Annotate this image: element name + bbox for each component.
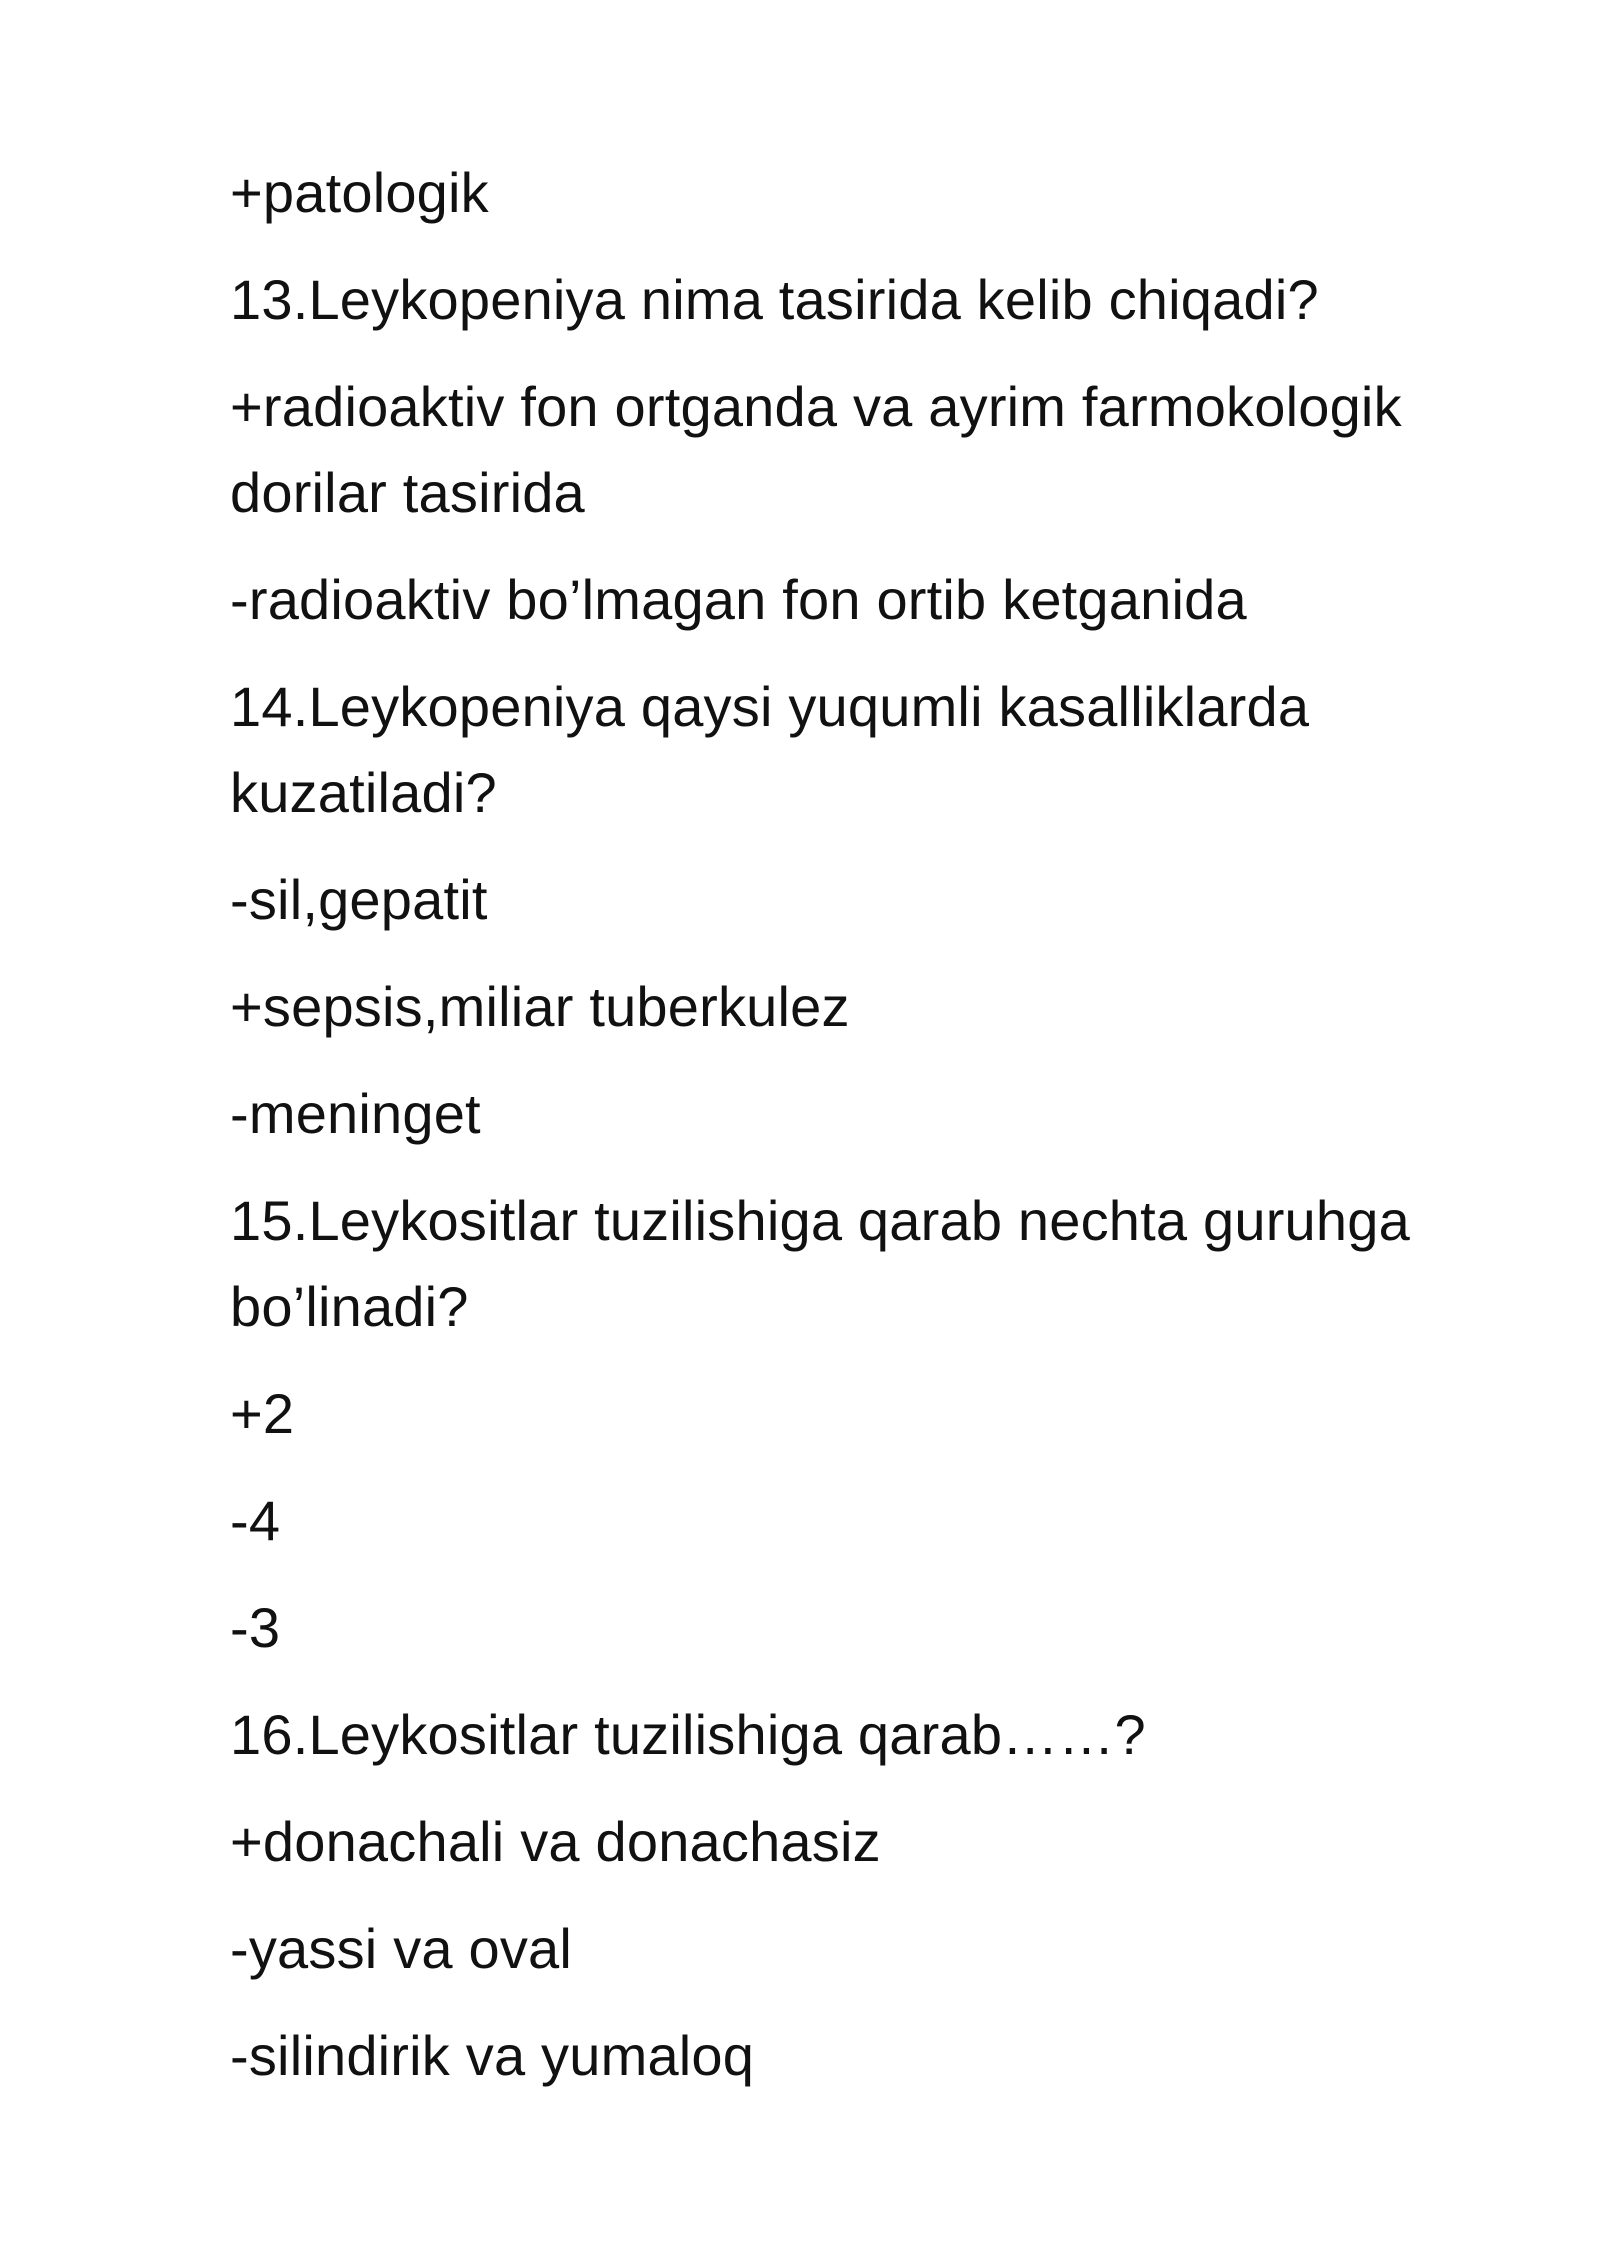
question-16: 16.Leykositlar tuzilishiga qarab……?: [230, 1703, 1146, 1766]
answer-option: -meninget: [230, 1082, 481, 1145]
question-14: 14.Leykopeniya qaysi yuqumli kasalliklarda kuzatiladi?: [230, 675, 1310, 824]
answer-option: -sil,gepatit: [230, 868, 488, 931]
answer-option: -4: [230, 1489, 281, 1552]
question-13: 13.Leykopeniya nima tasirida kelib chiqadi?: [230, 268, 1319, 331]
answer-option: +sepsis,miliar tuberkulez: [230, 975, 850, 1038]
answer-option: -silindirik va yumaloq: [230, 2024, 755, 2087]
answer-option: -3: [230, 1596, 281, 1659]
answer-option: +radioaktiv fon ortganda va ayrim farmokologik dorilar tasirida: [230, 375, 1402, 524]
answer-option: +2: [230, 1382, 295, 1445]
answer-option: +donachali va donachasiz: [230, 1810, 881, 1873]
answer-option: +patologik: [230, 161, 489, 224]
question-15: 15.Leykositlar tuzilishiga qarab nechta guruhga bo’linadi?: [230, 1189, 1410, 1338]
answer-option: -yassi va oval: [230, 1917, 573, 1980]
answer-option: -radioaktiv bo’lmagan fon ortib ketganida: [230, 568, 1247, 631]
document-body: [230, 150, 1530, 2120]
